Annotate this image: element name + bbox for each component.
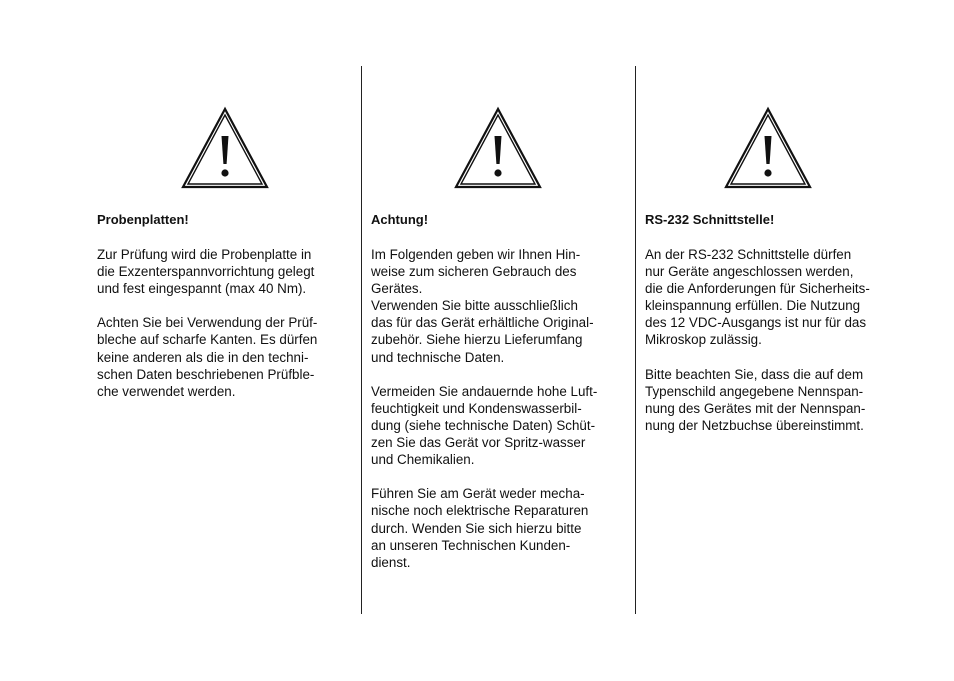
section-heading: Probenplatten! <box>97 212 189 227</box>
column-divider-right <box>635 66 636 614</box>
paragraph: An der RS-232 Schnittstelle dürfen nur Geräte angeschlossen werden, die die Anforderungen für Sicherheits- kleinspannung erfüllen. Die Nutzung des 12 VDC-Ausgangs ist nur für das Mikroskop zulässig. <box>645 247 870 348</box>
warning-triangle-icon <box>723 106 813 190</box>
paragraph: Führen Sie am Gerät weder mecha- nische noch elektrische Reparaturen durch. Wenden Sie sich hierzu bitte an unseren Technischen Kunden- dienst. <box>371 486 589 570</box>
section-body <box>645 246 907 434</box>
paragraph: Im Folgenden geben wir Ihnen Hin- weise zum sicheren Gebrauch des Gerätes. Verwenden Sie bitte ausschließlich das für das Gerät erhältliche Original- zubehör. Siehe hierzu Lieferumfang und technische Daten. <box>371 247 594 365</box>
paragraph: Zur Prüfung wird die Probenplatte in die Exzenterspannvorrichtung gelegt und fest eingespannt (max 40 Nm). <box>97 247 315 297</box>
section-heading: Achtung! <box>371 212 429 227</box>
section-heading: RS-232 Schnittstelle! <box>645 212 775 227</box>
section-body <box>371 246 627 571</box>
section-body <box>97 246 353 400</box>
warning-triangle-icon <box>180 106 270 190</box>
paragraph: Bitte beachten Sie, dass die auf dem Typenschild angegebene Nennspan- nung des Gerätes mit der Nennspan- nung der Netzbuchse übereinstimmt. <box>645 366 866 433</box>
paragraph: Achten Sie bei Verwendung der Prüf- bleche auf scharfe Kanten. Es dürfen keine anderen als die in den techni- schen Daten beschriebenen Prüfble- che verwendet werden. <box>97 315 318 399</box>
paragraph: Vermeiden Sie andauernde hohe Luft- feuchtigkeit und Kondenswasserbil- dung (siehe technische Daten) Schüt- zen Sie das Gerät vor Spritz-wasser und Chemikalien. <box>371 383 598 468</box>
warning-triangle-icon <box>453 106 543 190</box>
column-divider-left <box>361 66 362 614</box>
